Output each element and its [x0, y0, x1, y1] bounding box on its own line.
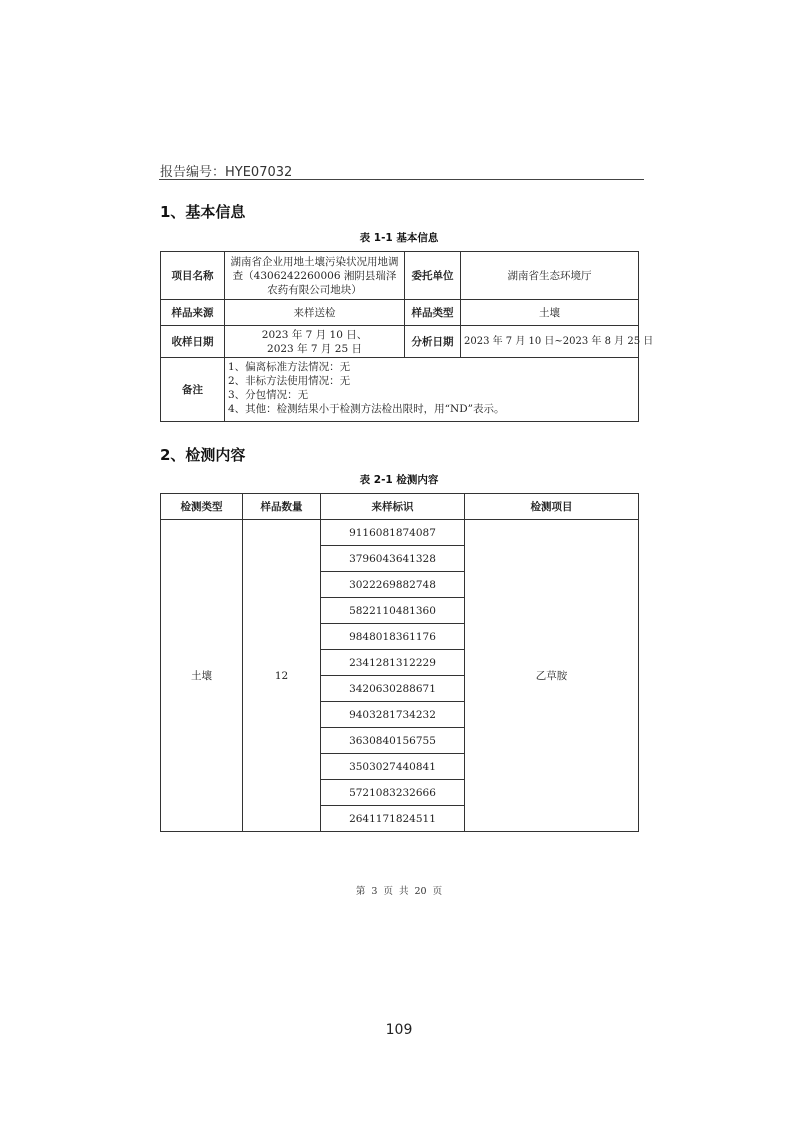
detection-item-value: 乙草胺	[465, 520, 639, 832]
sample-count-value: 12	[243, 520, 321, 832]
sample-source-value: 来样送检	[225, 300, 405, 326]
detection-type-value: 土壤	[161, 520, 243, 832]
sample-id-cell: 3420630288671	[321, 676, 465, 702]
analysis-date-value: 2023 年 7 月 10 日~2023 年 8 月 25 日	[461, 326, 639, 358]
analysis-date-label: 分析日期	[405, 326, 461, 358]
remark-line: 3、分包情况：无	[228, 389, 309, 401]
sample-type-label: 样品类型	[405, 300, 461, 326]
sample-id-cell: 5822110481360	[321, 598, 465, 624]
project-name-value: 湖南省企业用地土壤污染状况用地调查（4306242260006 湘阴县瑞泽农药有限公司地块）	[225, 252, 405, 300]
remark-line: 2、非标方法使用情况：无	[228, 375, 351, 387]
table-caption-detection-content: 表 2-1 检测内容	[359, 474, 439, 486]
remark-line: 1、偏离标准方法情况：无	[228, 361, 351, 373]
basic-info-table	[160, 251, 654, 422]
receive-date-line-2: 2023 年 7 月 25 日	[267, 342, 362, 355]
header-sample-id: 来样标识	[321, 494, 465, 520]
sample-id-cell: 3503027440841	[321, 754, 465, 780]
receive-date-value	[225, 326, 405, 358]
remarks-value	[225, 358, 639, 422]
client-label: 委托单位	[405, 252, 461, 300]
header-detection-type: 检测类型	[161, 494, 243, 520]
detection-content-table	[160, 493, 639, 832]
header-sample-count: 样品数量	[243, 494, 321, 520]
sample-id-cell: 5721083232666	[321, 780, 465, 806]
remarks-label: 备注	[161, 358, 225, 422]
sample-id-cell: 9116081874087	[321, 520, 465, 546]
sample-type-value: 土壤	[461, 300, 639, 326]
sample-id-cell: 3022269882748	[321, 572, 465, 598]
page-info: 第 3 页 共 20 页	[355, 886, 443, 897]
remark-line: 4、其他：检测结果小于检测方法检出限时，用“ND”表示。	[228, 403, 505, 415]
header-detection-item: 检测项目	[465, 494, 639, 520]
sample-id-cell: 3796043641328	[321, 546, 465, 572]
sample-id-cell: 3630840156755	[321, 728, 465, 754]
section-title-basic-info: 1、基本信息	[160, 203, 246, 221]
section-title-detection-content: 2、检测内容	[160, 446, 246, 464]
sample-source-label: 样品来源	[161, 300, 225, 326]
sample-id-cell: 9403281734232	[321, 702, 465, 728]
client-value: 湖南省生态环境厅	[461, 252, 639, 300]
page-number: 109	[385, 1022, 413, 1038]
sample-id-cell: 9848018361176	[321, 624, 465, 650]
receive-date-label: 收样日期	[161, 326, 225, 358]
sample-id-cell: 2641171824511	[321, 806, 465, 832]
sample-id-cell: 2341281312229	[321, 650, 465, 676]
table-caption-basic-info: 表 1-1 基本信息	[359, 232, 439, 244]
header-divider	[159, 179, 644, 180]
receive-date-line-1: 2023 年 7 月 10 日、	[261, 328, 368, 341]
report-number: 报告编号：HYE07032	[160, 165, 293, 180]
project-name-label: 项目名称	[161, 252, 225, 300]
